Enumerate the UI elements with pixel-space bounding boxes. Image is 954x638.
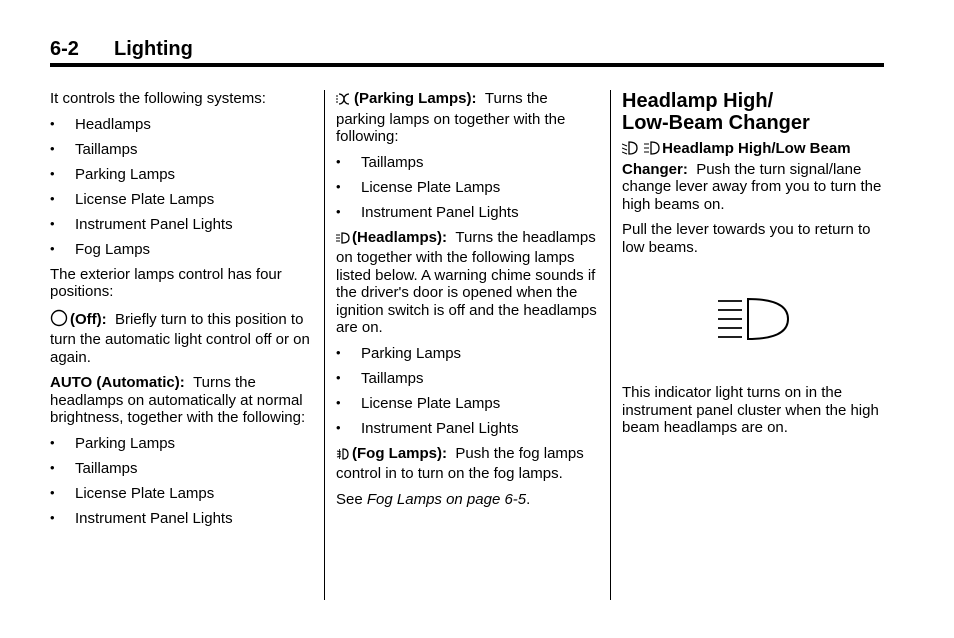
- column-divider: [324, 90, 325, 600]
- systems-list: [50, 116, 312, 259]
- fog-label: (Fog Lamps):: [352, 444, 447, 462]
- column-divider: [610, 90, 611, 600]
- list-item: • Instrument Panel Lights: [336, 204, 598, 222]
- list-item: • Headlamps: [50, 116, 312, 134]
- list-item: • Instrument Panel Lights: [50, 216, 312, 234]
- headlamps-list: [336, 345, 598, 438]
- see-prefix: See: [336, 490, 363, 508]
- changer-paragraph: [622, 140, 884, 213]
- section-heading: [622, 90, 884, 134]
- list-item: • Parking Lamps: [336, 345, 598, 363]
- list-item: • License Plate Lamps: [336, 179, 598, 197]
- auto-paragraph: [50, 374, 312, 427]
- parking-label: (Parking Lamps):: [354, 90, 477, 107]
- indicator-paragraph: This indicator light turns on in the instrument panel cluster when the high beam headlamps are on.: [622, 384, 879, 436]
- see-reference: [336, 491, 598, 509]
- page-header: [50, 38, 884, 68]
- list-item: • Taillamps: [336, 154, 598, 172]
- systems-intro: It controls the following systems:: [50, 90, 266, 107]
- parking-paragraph: [336, 90, 598, 146]
- list-item: • Taillamps: [50, 141, 312, 159]
- low-beam-icon: [622, 140, 638, 161]
- column-2: [336, 90, 598, 516]
- section-title: Lighting: [114, 38, 193, 60]
- off-label: (Off):: [70, 310, 107, 328]
- fog-lamp-icon: [336, 447, 350, 466]
- list-item: • License Plate Lamps: [336, 395, 598, 413]
- list-item: • Taillamps: [336, 370, 598, 388]
- positions-intro: The exterior lamps control has four positions:: [50, 265, 282, 300]
- headlamps-paragraph: [336, 229, 598, 337]
- changer-text: Push the turn signal/lane change lever away from you to turn the high beams on.: [622, 160, 882, 213]
- list-item: • Parking Lamps: [50, 435, 312, 453]
- heading-line-2: Low-Beam Changer: [622, 112, 810, 134]
- page-number: 6-2: [50, 38, 79, 60]
- high-beam-indicator-icon: [718, 296, 790, 347]
- parking-list: [336, 154, 598, 222]
- fog-lamps-link[interactable]: Fog Lamps on page 6-5: [366, 490, 527, 508]
- heading-line-1: Headlamp High/: [622, 90, 774, 112]
- header-rule: [50, 63, 884, 67]
- headlamp-icon: [336, 231, 350, 250]
- off-text: Briefly turn to this position to turn the automatic light control off or on again.: [50, 310, 310, 366]
- changer-label: Headlamp High/Low Beam Changer:: [622, 140, 851, 178]
- list-item: • Taillamps: [50, 460, 312, 478]
- parking-text: Turns the parking lamps on together with the following:: [336, 90, 566, 145]
- list-item: • License Plate Lamps: [50, 191, 312, 209]
- list-item: • License Plate Lamps: [50, 485, 312, 503]
- parking-lamps-icon: [336, 92, 352, 111]
- auto-list: [50, 435, 312, 528]
- list-item: • Fog Lamps: [50, 241, 312, 259]
- list-item: • Instrument Panel Lights: [50, 510, 312, 528]
- fog-paragraph: [336, 445, 598, 483]
- column-3: [622, 90, 884, 436]
- column-1: [50, 90, 312, 535]
- headlamps-text: Turns the headlamps on together with the following lamps listed below. A warning chime sounds if the driver's door is opened when the ignition switch is off and the headlamps are on.: [336, 228, 597, 336]
- see-suffix: .: [526, 490, 531, 508]
- fog-text: Push the fog lamps control in to turn on the fog lamps.: [336, 444, 584, 482]
- list-item: • Parking Lamps: [50, 166, 312, 184]
- auto-text: Turns the headlamps on automatically at normal brightness, together with the following:: [50, 374, 306, 426]
- off-paragraph: [50, 309, 312, 367]
- auto-label: AUTO (Automatic):: [50, 374, 185, 391]
- list-item: • Instrument Panel Lights: [336, 420, 598, 438]
- headlamps-label: (Headlamps):: [352, 228, 448, 246]
- high-beam-icon: [644, 140, 660, 161]
- pull-paragraph: Pull the lever towards you to return to low beams.: [622, 221, 871, 256]
- off-icon: [50, 309, 68, 332]
